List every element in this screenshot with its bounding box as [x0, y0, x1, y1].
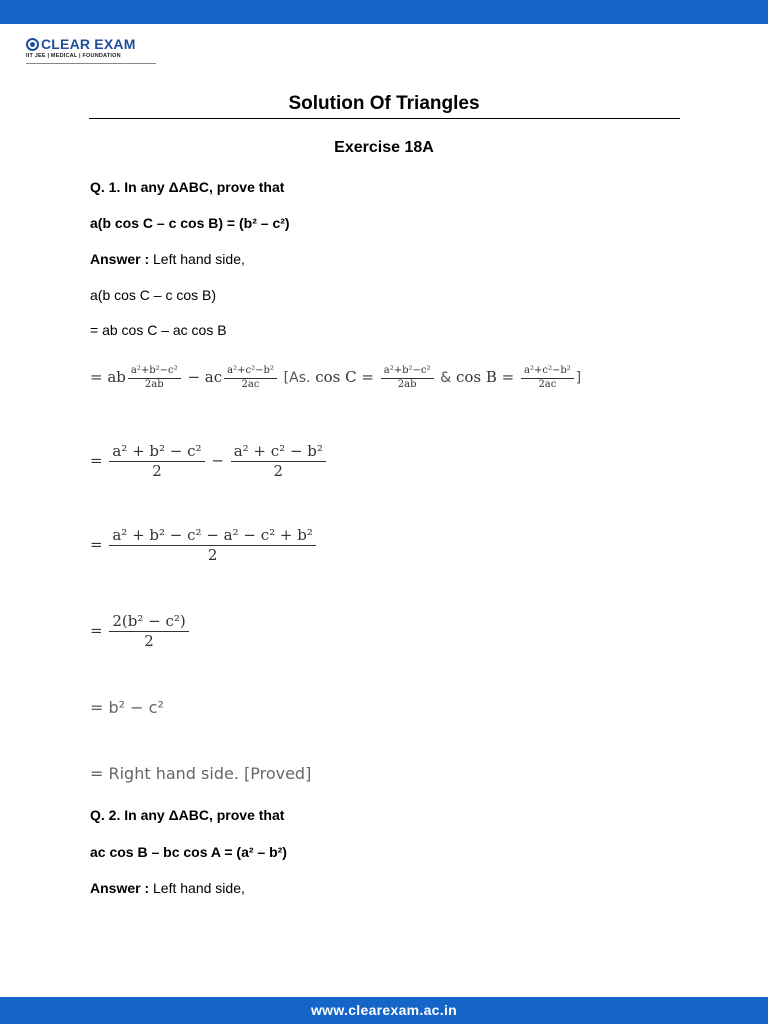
equals-sign: =: [90, 368, 103, 386]
brand-tagline: IIT JEE | MEDICAL | FOUNDATION: [26, 53, 121, 59]
cosB-fraction: $\frac{\text{a²+c²−b²}}{2ac}$: [521, 365, 574, 391]
combined-fraction: $\frac{\text{a² + b² − c² − a² − c² + b²}}{2}$: [109, 526, 316, 565]
note-open: [As.: [283, 370, 311, 386]
q1-step1: a(b cos C – c cos B): [90, 287, 217, 303]
q1-step7: = b² − c²: [90, 698, 164, 717]
q2-statement: ac cos B – bc cos A = (a² – b²): [90, 844, 287, 860]
cosC-label: cos C =: [315, 368, 374, 386]
answer-label: Answer :: [90, 251, 150, 267]
page-title: Solution Of Triangles: [288, 93, 480, 114]
answer-text: Left hand side,: [153, 880, 245, 896]
exercise-heading: Exercise 18A: [334, 139, 434, 156]
q2-label: Q. 2. In any ΔABC, prove that: [90, 807, 285, 823]
fraction-2: $\frac{\text{a² + c² − b²}}{2}$: [231, 442, 326, 481]
q1-answer: [90, 251, 245, 267]
q1-statement: a(b cos C – c cos B) = (b² – c²): [90, 215, 290, 231]
top-banner: [0, 0, 768, 24]
q1-step3-equation: [90, 365, 581, 391]
term1-fraction: $\frac{\text{a²+b²−c²}}{2ab}$: [128, 365, 181, 391]
term2-coefficient: ac: [204, 368, 223, 386]
q1-step4-equation: = $\frac{\text{a² + b² − c²}}{2}$ − $\frac{\text{a² + c² − b²}}{2}$: [90, 442, 328, 481]
q2-answer: [90, 880, 245, 896]
cosB-label: cos B =: [455, 368, 515, 386]
cosC-fraction: $\frac{\text{a²+b²−c²}}{2ab}$: [381, 365, 434, 391]
ampersand: &: [440, 370, 452, 386]
title-divider: [89, 118, 680, 119]
minus-sign: −: [187, 368, 201, 386]
q1-step8: = Right hand side. [Proved]: [90, 764, 312, 783]
q1-step2: = ab cos C – ac cos B: [90, 322, 227, 338]
footer-url: www.clearexam.ac.in: [310, 1002, 458, 1018]
answer-label: Answer :: [90, 880, 150, 896]
brand-logo: [26, 36, 156, 64]
q1-step6-equation: = $\frac{\text{2(b² − c²)}}{2}$: [90, 612, 191, 651]
term2-fraction: $\frac{\text{a²+c²−b²}}{2ac}$: [224, 365, 277, 391]
logo-divider: [26, 63, 156, 64]
term1-coefficient: ab: [107, 368, 126, 386]
brand-name: CLEAR EXAM: [41, 36, 136, 52]
factored-fraction: $\frac{\text{2(b² − c²)}}{2}$: [109, 612, 188, 651]
compass-logo-icon: [26, 38, 39, 51]
note-close: ]: [575, 370, 582, 386]
q1-step5-equation: = $\frac{\text{a² + b² − c² − a² − c² + b²}}{2}$: [90, 526, 318, 565]
answer-text: Left hand side,: [153, 251, 245, 267]
q1-label: Q. 1. In any ΔABC, prove that: [90, 179, 285, 195]
fraction-1: $\frac{\text{a² + b² − c²}}{2}$: [109, 442, 204, 481]
